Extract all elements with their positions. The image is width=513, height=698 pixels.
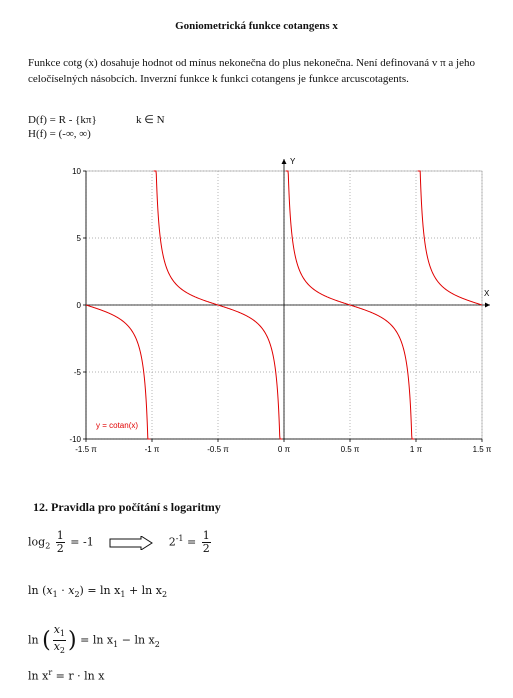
fraction-numerator: 1 — [56, 529, 64, 542]
rhs-sub-1: 1 — [120, 590, 126, 600]
fraction-denominator — [54, 641, 65, 657]
x-tick-label: 0.5 π — [340, 445, 360, 454]
k-condition: k ∈ N — [136, 114, 165, 126]
fraction-denominator: 2 — [202, 542, 210, 555]
x-tick-label: -1 π — [144, 445, 160, 454]
x-tick-label: 1 π — [409, 445, 423, 454]
x-tick-label: -0.5 π — [207, 445, 229, 454]
power-base: 2 — [168, 535, 176, 549]
x-tick-label: -1.5 π — [75, 445, 97, 454]
ln-symbol: ln — [28, 633, 39, 647]
power-exponent: -1 — [175, 533, 184, 543]
sub-1: 1 — [52, 590, 58, 600]
domain-definition: D(f) = R - {kπ} — [28, 114, 97, 126]
rhs-r-ln-x: = r · ln x — [55, 669, 105, 683]
x-tick-label: 1.5 π — [472, 445, 492, 454]
rhs-ln-x: = ln x — [87, 584, 121, 597]
var-x2: x — [68, 584, 75, 597]
fraction-x1-x2 — [53, 624, 66, 657]
rhs-ln-x: = ln x — [80, 633, 114, 647]
x-tick-label: 0 π — [277, 445, 291, 454]
rhs-sub-2: 2 — [154, 639, 160, 649]
x-axis-label: X — [484, 289, 490, 298]
rhs-plus-ln-x: + ln x — [125, 584, 162, 597]
formula-power-rule — [28, 668, 104, 683]
log-symbol: log — [28, 535, 46, 549]
formula-product-rule — [28, 584, 167, 599]
dot-operator: · — [61, 584, 65, 597]
fraction-numerator — [53, 624, 66, 641]
formula-quotient-rule — [28, 624, 160, 657]
y-axis-arrow-icon — [282, 159, 287, 164]
var-x1: x — [46, 584, 53, 597]
range-definition: H(f) = (-∞, ∞) — [28, 128, 91, 140]
intro-paragraph: Funkce cotg (x) dosahuje hodnot od mínus nekonečna do plus nekonečna. Není definovaná v π a jeho celočíselných násobcích. Inverzní funkce k funkci cotangens je funkce arcuscotagents. — [28, 57, 475, 85]
fraction-half-result — [202, 530, 211, 555]
fraction-numerator: 1 — [202, 529, 210, 542]
log-base: 2 — [45, 541, 51, 551]
open-paren: ( — [42, 584, 47, 597]
y-tick-label: -5 — [73, 368, 81, 377]
y-tick-label: 0 — [76, 301, 81, 310]
sub-2: 2 — [74, 590, 80, 600]
legend-label: y = cotan(x) — [96, 421, 139, 430]
implies-arrow-icon — [109, 536, 153, 550]
ln-symbol: ln — [28, 584, 39, 597]
y-tick-label: 10 — [72, 167, 81, 176]
sub-1: 1 — [59, 629, 66, 639]
rhs-sub-1: 1 — [113, 639, 119, 649]
exponent-r: r — [48, 668, 53, 677]
var-x2: x — [53, 640, 60, 654]
ln-x: ln x — [28, 669, 49, 683]
var-x1: x — [53, 623, 60, 636]
close-paren: ) — [68, 628, 77, 654]
equals-minus-one: = -1 — [70, 535, 94, 549]
section-heading: 12. Pravidla pro počítání s logaritmy — [33, 500, 221, 514]
x-axis-arrow-icon — [485, 303, 490, 308]
rhs-sub-2: 2 — [161, 590, 168, 600]
open-paren: ( — [42, 628, 51, 654]
formula-log-example — [28, 530, 213, 555]
rhs-minus-ln-x: − ln x — [118, 633, 155, 647]
equals-sign: = — [187, 535, 197, 549]
page-title: Goniometrická funkce cotangens x — [175, 20, 338, 32]
sub-2: 2 — [59, 646, 66, 656]
fraction-denominator: 2 — [56, 542, 64, 555]
y-tick-label: 5 — [76, 234, 81, 243]
y-tick-label: -10 — [69, 435, 81, 444]
close-paren: ) — [79, 584, 84, 597]
fraction-half — [56, 530, 65, 555]
y-axis-label: Y — [290, 157, 296, 166]
